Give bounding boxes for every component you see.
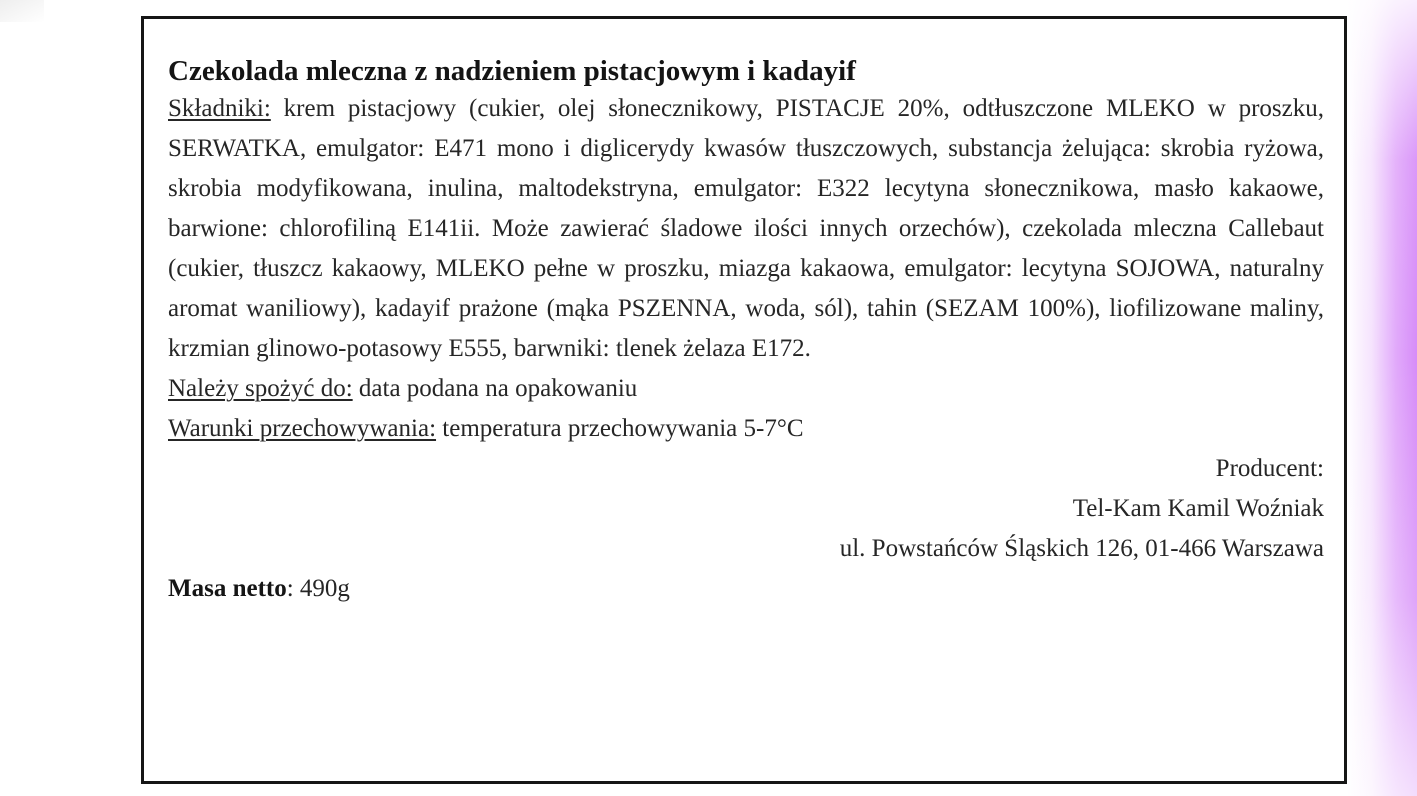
best-before-value: data podana na opakowaniu	[352, 375, 638, 402]
best-before-line	[168, 369, 1324, 409]
ingredients-text: krem pistacjowy (cukier, olej słonecznikowy, PISTACJE 20%, odtłuszczone MLEKO w proszku, SERWATKA, emulgator: E471 mono i diglicerydy kwasów tłuszczowych, substancja żelująca: skrobia ryżowa, skrobia modyfikowana, inulina, maltodekstryna, emulgator: E322 lecytyna słonecznikowa, masło kakaowe, barwione: chlorofiliną E141ii. Może zawierać śladowe ilości innych orzechów), czekolada mleczna Callebaut (cukier, tłuszcz kakaowy, MLEKO pełne w proszku, miazga kakaowa, emulgator: lecytyna SOJOWA, naturalny aromat waniliowy), kadayif prażone (mąka PSZENNA, woda, sól), tahin (SEZAM 100%), liofilizowane maliny, krzmian glinowo-potasowy E555, barwniki: tlenek żelaza E172.	[168, 95, 1324, 362]
ingredients-paragraph	[168, 89, 1324, 369]
producer-name: Tel-Kam Kamil Woźniak	[1072, 495, 1324, 522]
side-gradient-decoration	[1347, 0, 1417, 796]
ingredients-label: Składniki:	[168, 95, 271, 122]
best-before-label: Należy spożyć do:	[168, 375, 353, 402]
net-mass-value: : 490g	[286, 575, 350, 602]
product-title: Czekolada mleczna z nadzieniem pistacjowym i kadayif	[168, 55, 856, 87]
storage-label: Warunki przechowywania:	[168, 415, 437, 442]
storage-line	[168, 409, 1324, 449]
storage-value: temperatura przechowywania 5-7°C	[436, 415, 804, 442]
net-mass-line	[168, 569, 1324, 609]
producer-address: ul. Powstańców Śląskich 126, 01-466 Warszawa	[839, 535, 1324, 562]
product-label	[141, 16, 1347, 784]
corner-artifact	[0, 0, 44, 22]
net-mass-label: Masa netto	[168, 575, 287, 602]
label-content	[168, 53, 1324, 609]
producer-heading: Producent:	[1215, 455, 1324, 482]
